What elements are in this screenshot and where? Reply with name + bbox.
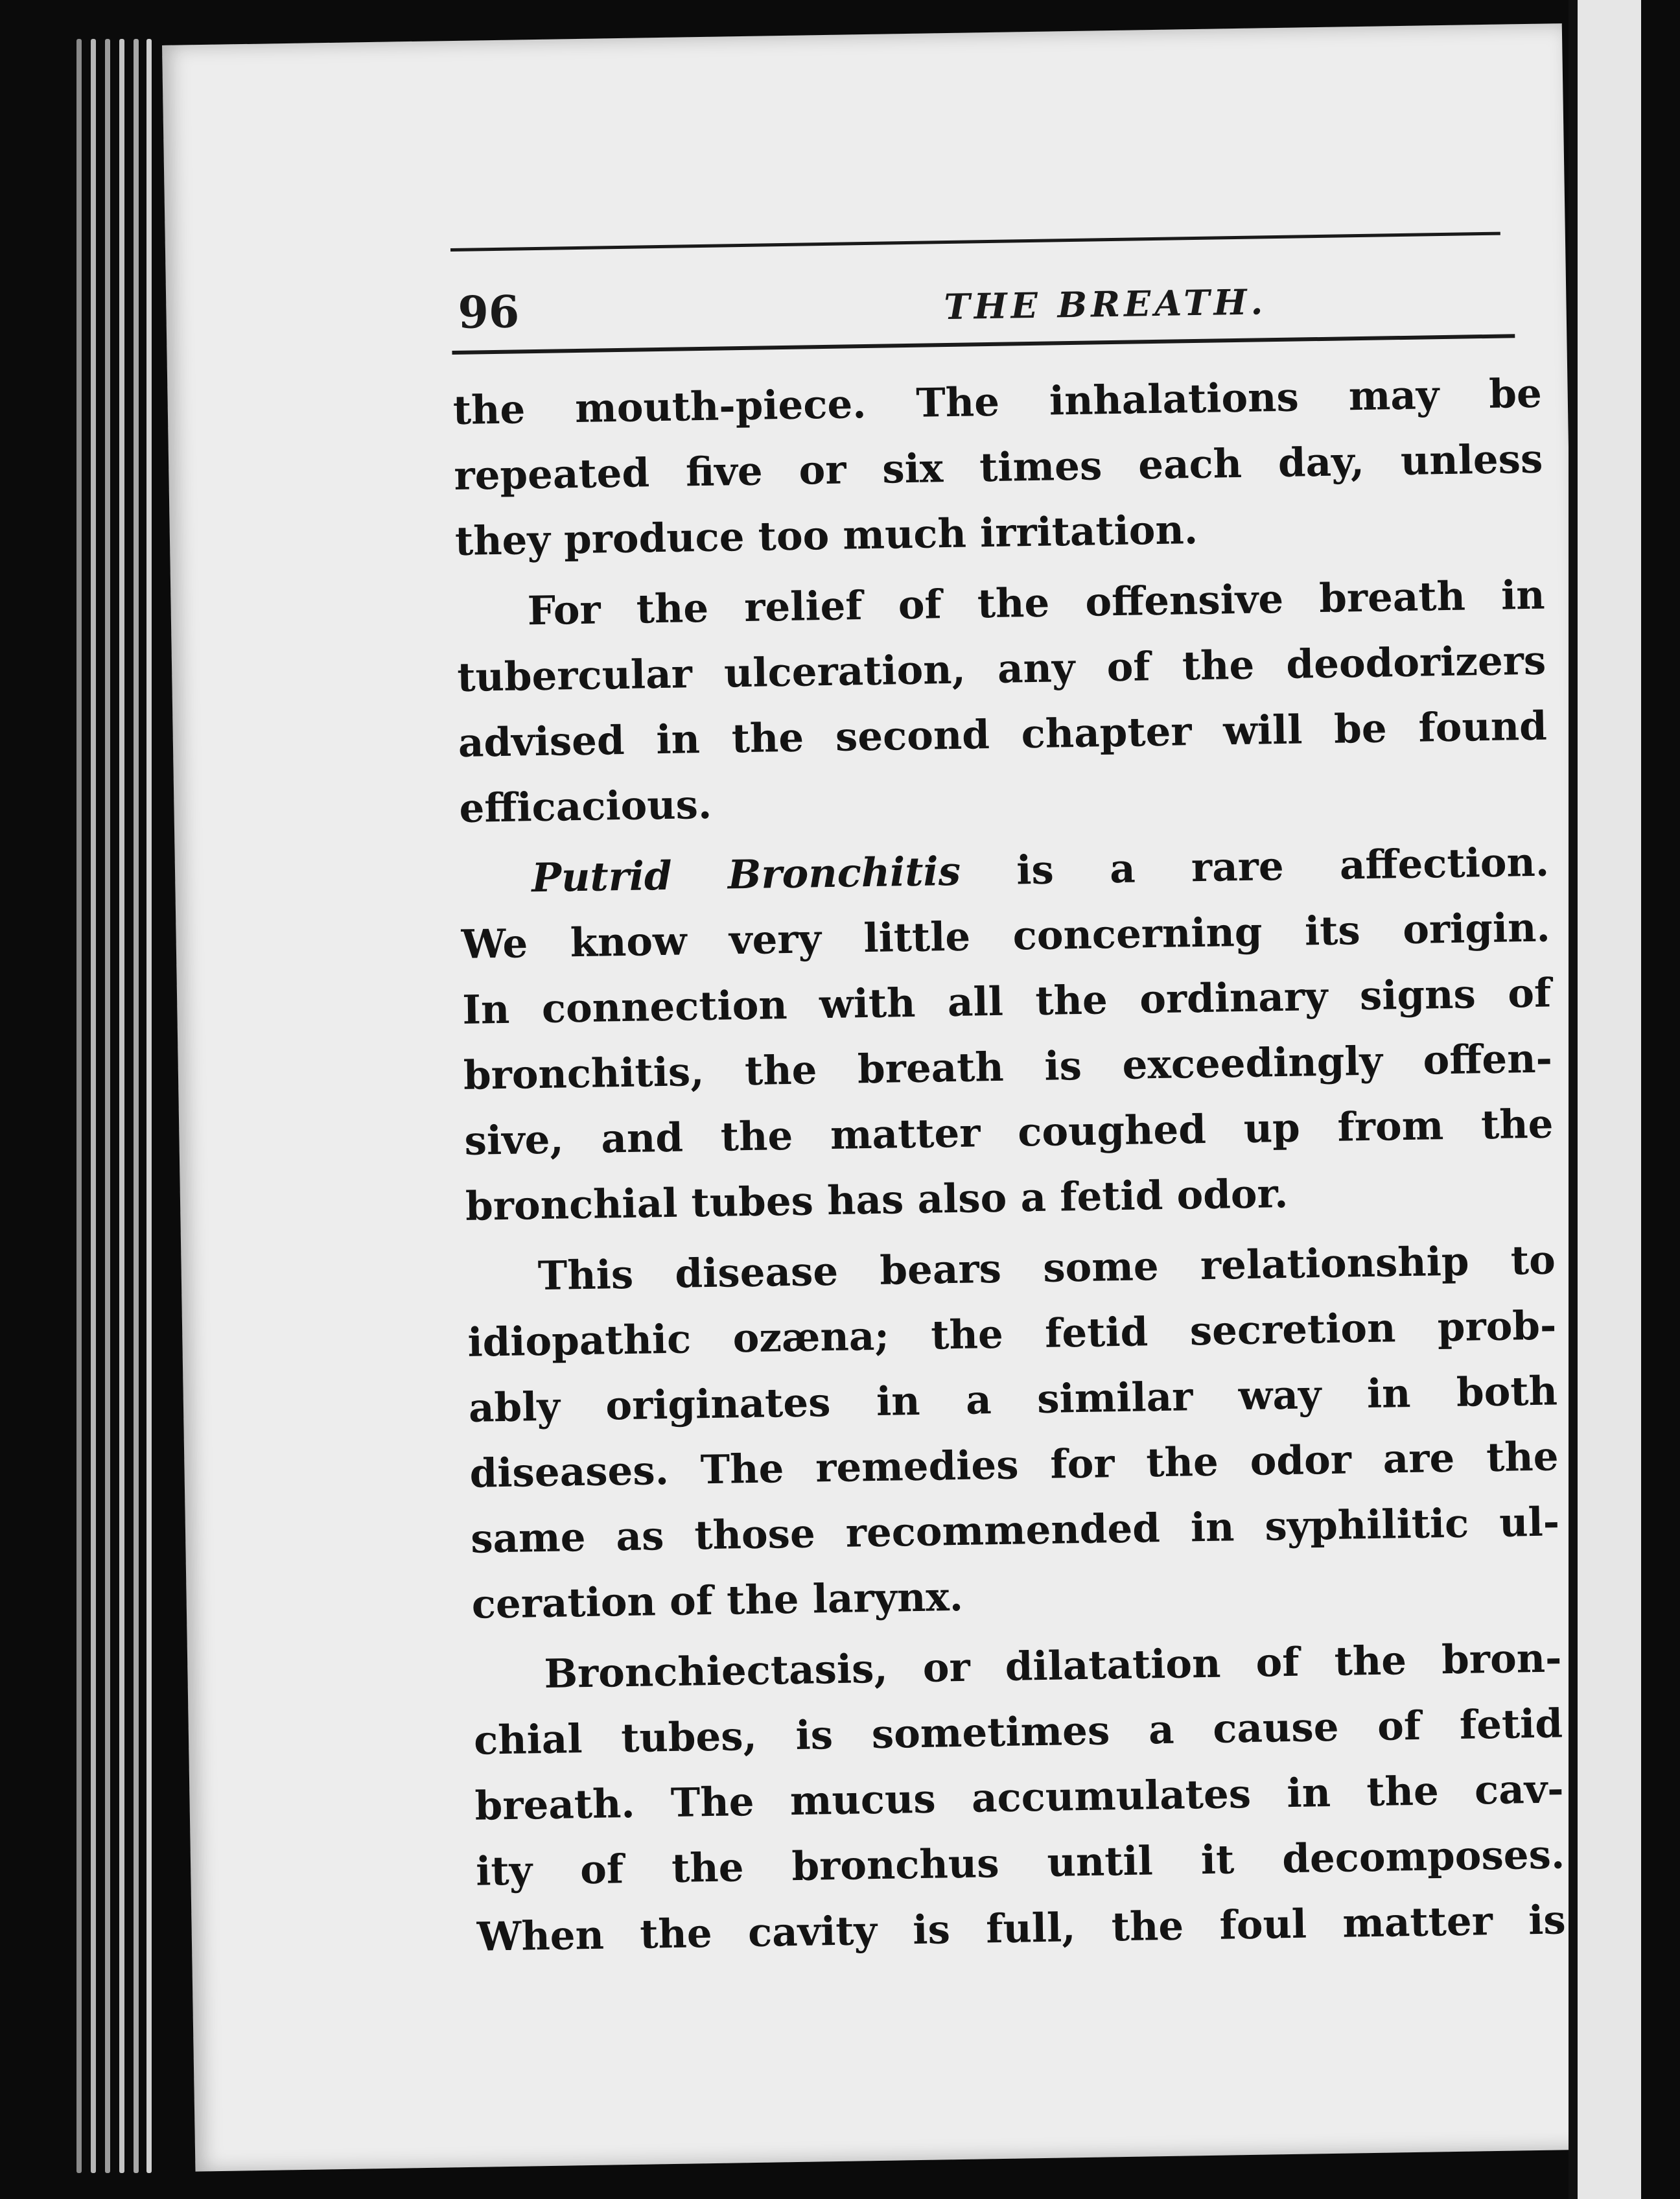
text-line: bronchial tubes has also a fetid odor.	[465, 1170, 1289, 1230]
header-bottom-rule	[452, 334, 1515, 355]
running-head: THE BREATH.	[943, 281, 1267, 328]
text-line: they produce too much irritation.	[454, 506, 1198, 565]
text-line: We know very little concerning its origin.	[461, 904, 1551, 968]
body-text	[452, 361, 1566, 1975]
italic-term: Putrid Bronchitis	[531, 848, 961, 902]
page-edge	[119, 39, 124, 2173]
text-line: chial tubes, is sometimes a cause of fetid	[473, 1700, 1563, 1764]
page-edge	[76, 39, 82, 2173]
text-line: bronchitis, the breath is exceedingly offen-	[463, 1035, 1553, 1099]
text-line: In connection with all the ordinary signs of	[461, 970, 1552, 1033]
text-line: ably originates in a similar way in both	[468, 1368, 1558, 1431]
text-line: the mouth-piece. The inhalations may be	[452, 370, 1543, 434]
header-top-rule	[450, 232, 1500, 252]
page-edge	[91, 39, 96, 2173]
text-line: repeated five or six times each day, unless	[453, 436, 1543, 500]
page-edge	[134, 39, 139, 2173]
text-line: diseases. The remedies for the odor are the	[469, 1433, 1559, 1497]
text-line: idiopathic ozæna; the fetid secretion prob-	[467, 1302, 1557, 1366]
scan-border	[1641, 0, 1680, 2199]
paragraph-5	[472, 1625, 1567, 1970]
paragraph-4	[466, 1227, 1561, 1637]
text-line: This disease bears some relationship to	[537, 1237, 1556, 1300]
text-line: ity of the bronchus until it decomposes.	[475, 1831, 1565, 1895]
paragraph-3	[460, 830, 1554, 1240]
page-edge	[146, 39, 152, 2173]
text-fragment: is a rare affection.	[960, 839, 1550, 895]
text-line: efficacious.	[458, 781, 712, 832]
book-page	[162, 23, 1595, 2172]
text-line: tubercular ulceration, any of the deodorizers	[456, 637, 1546, 701]
facing-page-edge	[1569, 0, 1680, 2199]
text-line: For the relief of the offensive breath in	[527, 572, 1546, 635]
page-edge	[105, 39, 110, 2173]
page-number: 96	[457, 286, 520, 339]
text-line: sive, and the matter coughed up from the	[464, 1101, 1554, 1164]
text-line: Bronchiectasis, or dilatation of the bron-	[543, 1635, 1562, 1698]
text-line: breath. The mucus accumulates in the cav-	[474, 1766, 1565, 1829]
text-line: When the cavity is full, the foul matter is	[476, 1897, 1567, 1960]
paragraph-1	[452, 361, 1545, 574]
paragraph-2	[456, 563, 1548, 841]
text-line: ceration of the larynx.	[471, 1573, 964, 1628]
book-gutter	[1569, 0, 1578, 2199]
text-line: advised in the second chapter will be found	[458, 703, 1548, 766]
text-line: same as those recommended in syphilitic ul-	[470, 1499, 1560, 1562]
